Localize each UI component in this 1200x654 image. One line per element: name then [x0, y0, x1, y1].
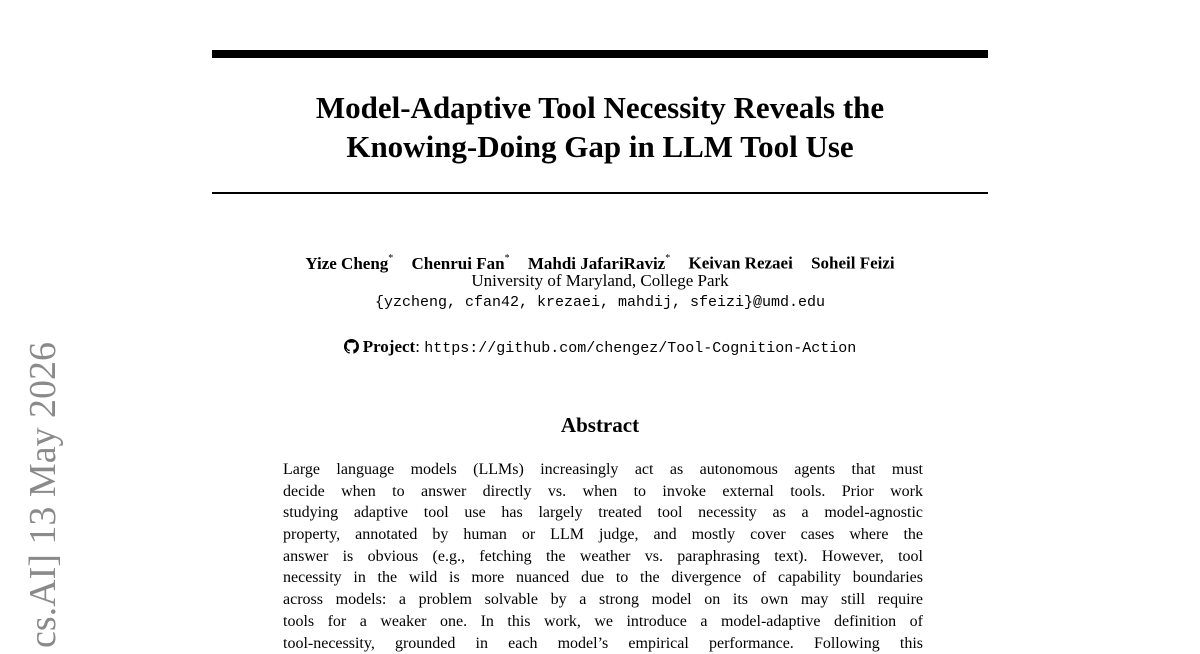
author: Chenrui Fan* [412, 254, 510, 273]
abstract-line: Large language models (LLMs) increasingly act as autonomous agents that must [283, 459, 923, 481]
author: Mahdi JafariRaviz* [528, 254, 670, 273]
abstract-body [283, 459, 923, 654]
author: Soheil Feizi [811, 254, 895, 273]
affiliation: University of Maryland, College Park [212, 270, 988, 291]
github-icon [344, 339, 359, 354]
abstract-line: tools for a weaker one. In this work, we introduce a model-adaptive definition of [283, 611, 923, 633]
author: Keivan Rezaei [688, 254, 792, 273]
top-rule [212, 50, 988, 58]
project-url[interactable]: https://github.com/chengez/Tool-Cognition-Action [424, 340, 856, 357]
abstract-line: answer is obvious (e.g., fetching the weather vs. paraphrasing text). However, tool [283, 546, 923, 568]
title-line: Knowing-Doing Gap in LLM Tool Use [212, 127, 988, 166]
paper-title [212, 88, 988, 166]
arxiv-side-stamp: cs.AI] 13 May 2026 [22, 342, 64, 648]
abstract-line: studying adaptive tool use has largely treated tool necessity as a model-agnostic [283, 502, 923, 524]
abstract-line: necessity in the wild is more nuanced due to the divergence of capability boundaries [283, 567, 923, 589]
abstract-line: across models: a problem solvable by a strong model on its own may still require [283, 589, 923, 611]
author-emails: {yzcheng, cfan42, krezaei, mahdij, sfeizi}@umd.edu [212, 293, 988, 313]
abstract-heading: Abstract [212, 412, 988, 438]
title-line: Model-Adaptive Tool Necessity Reveals the [212, 88, 988, 127]
project-link-line: Project: https://github.com/chengez/Tool-Cognition-Action [212, 336, 988, 359]
abstract-line: property, annotated by human or LLM judge, and mostly cover cases where the [283, 524, 923, 546]
title-bottom-rule [212, 192, 988, 194]
project-label: Project [363, 337, 416, 356]
abstract-line: decide when to answer directly vs. when to invoke external tools. Prior work [283, 481, 923, 503]
abstract-line: tool-necessity, grounded in each model’s empirical performance. Following this [283, 633, 923, 654]
author: Yize Cheng* [305, 254, 393, 273]
